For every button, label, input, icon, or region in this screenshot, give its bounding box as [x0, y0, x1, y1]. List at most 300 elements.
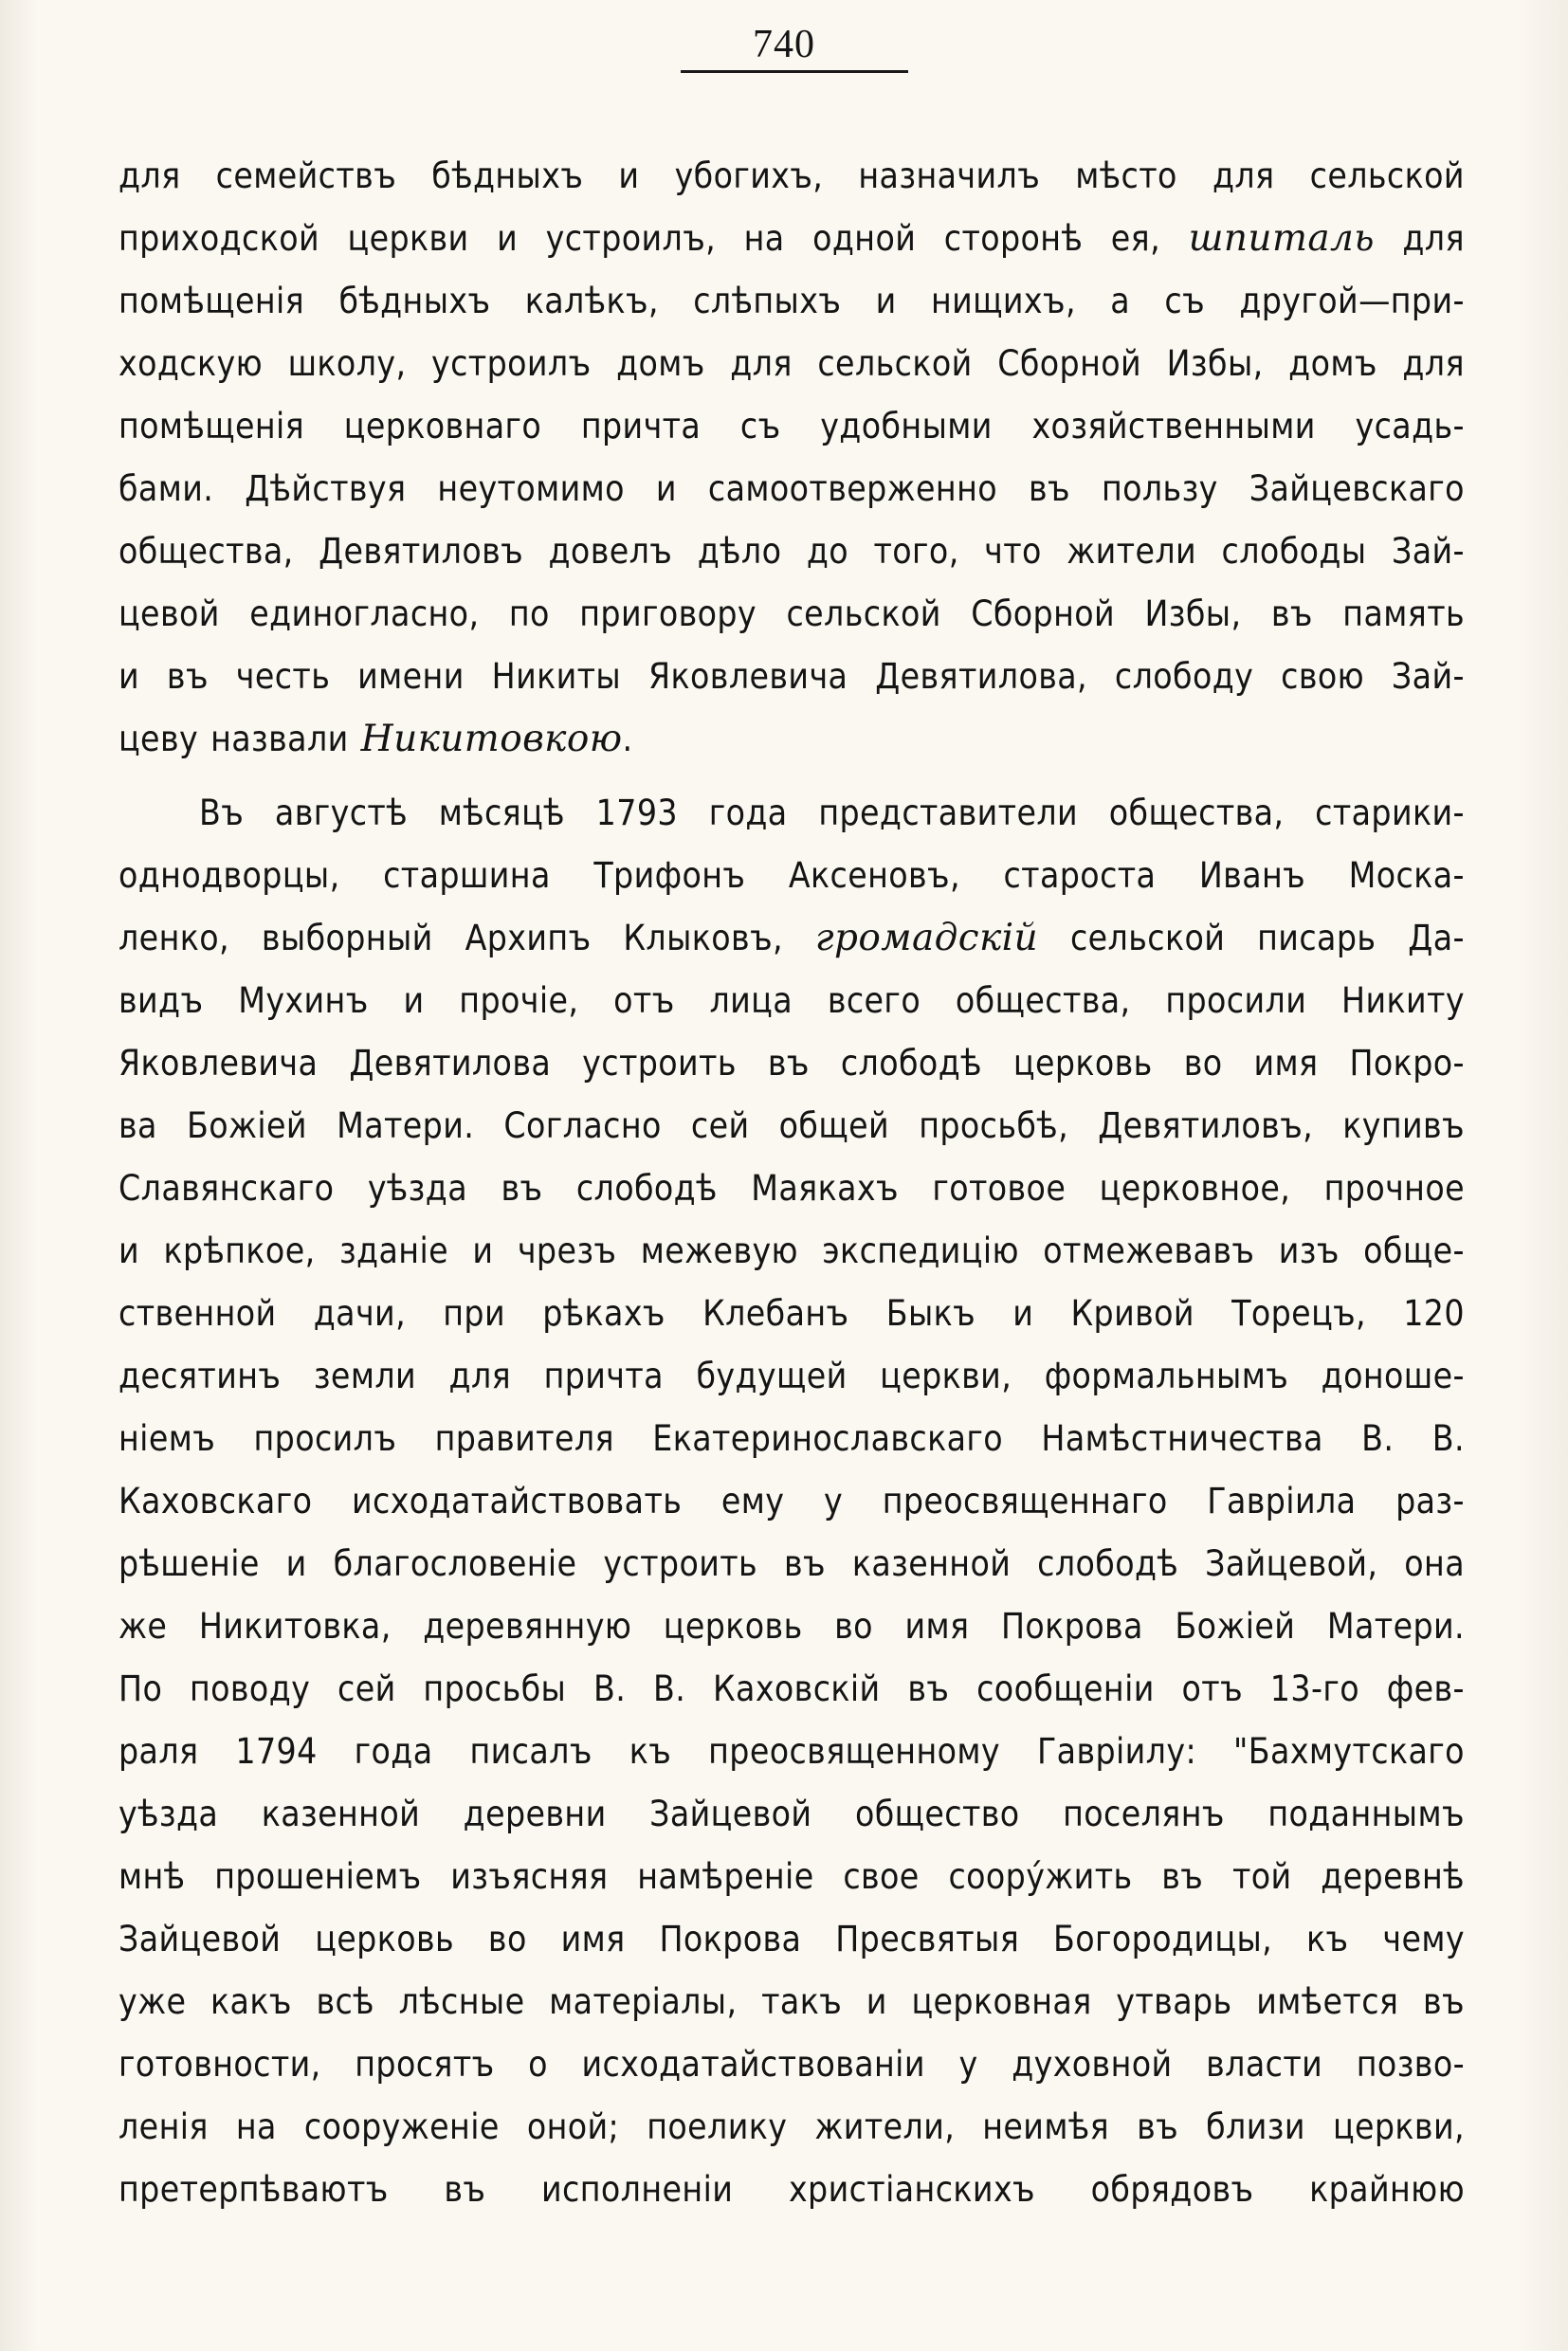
word: поселянъ [1063, 1794, 1225, 1834]
word: въ [767, 1043, 810, 1084]
word: сторонѣ [943, 218, 1084, 259]
text-line [119, 1345, 1465, 1408]
text-line [119, 2096, 1465, 2159]
word: старики- [1315, 793, 1465, 833]
word: Трифонъ [593, 855, 746, 896]
word: жители [1067, 531, 1197, 572]
word: назвали [210, 719, 349, 759]
word: поводу [189, 1668, 311, 1709]
word: преосвященному [708, 1731, 1000, 1772]
word: и [119, 656, 140, 697]
word: и [1012, 1293, 1034, 1334]
word: а [1110, 281, 1131, 321]
word: и [119, 1230, 140, 1271]
word: сельской [817, 343, 973, 384]
word: для [448, 1356, 512, 1396]
word: сооруженіе [303, 2106, 500, 2147]
word: раз- [1395, 1481, 1465, 1522]
word: неимѣя [982, 2106, 1110, 2147]
word: дачи, [313, 1293, 407, 1334]
word: исполненіи [541, 2169, 734, 2210]
word: къ [1306, 1919, 1349, 1959]
word: слободѣ [840, 1043, 982, 1084]
text-line [119, 1783, 1465, 1846]
word: просилъ [253, 1418, 397, 1459]
word: въ [444, 2169, 486, 2210]
word: писарь [1257, 918, 1377, 958]
word: благословеніе [333, 1543, 577, 1584]
word: всѣ [316, 1981, 374, 2022]
text-line [119, 583, 1465, 646]
word: обще- [1363, 1230, 1465, 1271]
word: Клыковъ, [623, 918, 783, 958]
word: церкви [347, 218, 469, 259]
word: ленко, [119, 918, 229, 958]
word: Быкъ [885, 1293, 976, 1334]
word: казенной [261, 1794, 421, 1834]
word: устроить [603, 1543, 758, 1584]
word: экспедицію [822, 1230, 1019, 1271]
word: помѣщенія [119, 281, 305, 321]
word: слободѣ [575, 1168, 718, 1209]
text-line [119, 708, 1465, 771]
word: жители, [814, 2106, 956, 2147]
italic-word: шпиталь [1188, 217, 1375, 260]
word: сей [337, 1668, 396, 1709]
word: ніемъ [119, 1418, 216, 1459]
word: домъ [1288, 343, 1377, 384]
word: у [823, 1481, 844, 1522]
word: прочіе, [459, 980, 579, 1021]
word: церковь [663, 1606, 803, 1647]
word: просятъ [355, 2044, 495, 2085]
word: представители [818, 793, 1079, 833]
word: власти [1206, 2044, 1323, 2085]
word: Покро- [1349, 1043, 1465, 1084]
word: Девятиловъ, [1098, 1105, 1314, 1146]
word: ему [720, 1481, 785, 1522]
text-line [119, 270, 1465, 333]
word: въ [1029, 468, 1070, 509]
word: отмежевавъ [1043, 1230, 1255, 1271]
word: что [984, 531, 1042, 572]
word: рѣшеніе [119, 1543, 260, 1584]
word: матеріалы, [549, 1981, 738, 2022]
word: 13-го [1269, 1668, 1360, 1709]
word: фев- [1386, 1668, 1465, 1709]
word: имя [560, 1919, 626, 1959]
text-line [119, 1721, 1465, 1783]
word: Зайцевой, [1205, 1543, 1378, 1584]
word: Иванъ [1198, 855, 1306, 896]
text-line [119, 1658, 1465, 1721]
word: ея, [1110, 218, 1161, 259]
word: мѣсяцѣ [438, 793, 565, 833]
word: и [866, 1981, 887, 2022]
word: Маякахъ [751, 1168, 899, 1209]
word: готовности, [119, 2044, 321, 2085]
word: писалъ [469, 1731, 593, 1772]
word: деревянную [423, 1606, 632, 1647]
word: церковнаго [343, 406, 542, 447]
word: В. [593, 1668, 627, 1709]
text-line [119, 1908, 1465, 1971]
word: во [1183, 1043, 1223, 1084]
word: имя [1253, 1043, 1319, 1084]
text-line [119, 1283, 1465, 1345]
word: семействъ [215, 155, 397, 196]
word: Архипъ [465, 918, 592, 958]
word: Никиту [1341, 980, 1465, 1021]
word: приходской [119, 218, 319, 259]
word: отъ [613, 980, 675, 1021]
body-text [119, 145, 1465, 2221]
word: уѣзда [367, 1168, 468, 1209]
word: староста [1003, 855, 1157, 896]
text-line [119, 1157, 1465, 1220]
word: готовое [932, 1168, 1067, 1209]
word: соорýжить [948, 1856, 1133, 1897]
word: такъ [761, 1981, 843, 2022]
word: раля [119, 1731, 199, 1772]
text-line [119, 333, 1465, 395]
word: бѣдныхъ [338, 281, 491, 321]
word: во [834, 1606, 873, 1647]
word: и [285, 1543, 307, 1584]
word: калѣкъ, [524, 281, 659, 321]
word: церковная [911, 1981, 1092, 2022]
word: сельской [1069, 918, 1226, 958]
word: доноше- [1321, 1356, 1465, 1396]
word: цевой [119, 593, 220, 634]
word: ленія [119, 2106, 209, 2147]
word: отъ [1181, 1668, 1244, 1709]
word: деревнѣ [1321, 1856, 1465, 1897]
word: церковь [1012, 1043, 1153, 1084]
word: Избы, [1144, 593, 1242, 634]
word: духовной [1012, 2044, 1173, 2085]
word: съ [1164, 281, 1206, 321]
word: преосвященнаго [882, 1481, 1168, 1522]
word: честь [235, 656, 331, 697]
word: В. [1431, 1418, 1465, 1459]
word: По [119, 1668, 163, 1709]
word: Въ [199, 793, 245, 833]
word: формальнымъ [1044, 1356, 1289, 1396]
text-line [119, 1408, 1465, 1470]
word: того, [873, 531, 959, 572]
word: купивъ [1342, 1105, 1465, 1146]
word: другой—при- [1239, 281, 1465, 321]
word: до [806, 531, 849, 572]
word: въ [783, 1543, 826, 1584]
word: сельской [1309, 155, 1465, 196]
word: В. [653, 1668, 686, 1709]
word: одной [812, 218, 917, 259]
word: претерпѣваютъ [119, 2169, 389, 2210]
word: мнѣ [119, 1856, 186, 1897]
word: неутомимо [437, 468, 625, 509]
word: устроить [582, 1043, 737, 1084]
word: поданнымъ [1267, 1794, 1465, 1834]
word: уѣзда [119, 1794, 219, 1834]
word: слободѣ [1037, 1543, 1179, 1584]
word: къ [629, 1731, 672, 1772]
text-line [119, 1220, 1465, 1283]
word: удобными [820, 406, 993, 447]
word: въ [501, 1168, 543, 1209]
word: для [1402, 343, 1465, 384]
word: изъ [1278, 1230, 1340, 1271]
word: Покрова [659, 1919, 802, 1959]
word: ва [119, 1105, 157, 1146]
italic-word: Никитовкою [360, 718, 623, 760]
word: во [487, 1919, 527, 1959]
word: деревни [463, 1794, 607, 1834]
word: Дѣйствуя [245, 468, 407, 509]
word: общество [854, 1794, 1020, 1834]
word: Сборной [971, 593, 1116, 634]
word: школу, [287, 343, 407, 384]
word: при [443, 1293, 505, 1334]
text-line [119, 1595, 1465, 1658]
word: назначилъ [858, 155, 1041, 196]
page-number: 740 [753, 23, 815, 66]
text-line [119, 1846, 1465, 1908]
word: Избы, [1166, 343, 1264, 384]
word: Клебанъ [702, 1293, 849, 1334]
text-line [119, 1470, 1465, 1533]
word: и [618, 155, 640, 196]
word: общей [778, 1105, 890, 1146]
word: В. [1361, 1418, 1395, 1459]
word: у [958, 2044, 978, 2085]
word: рѣкахъ [542, 1293, 665, 1334]
word: ственной [119, 1293, 277, 1334]
word: Зайцевой [119, 1919, 282, 1959]
word: общества, [955, 980, 1131, 1021]
word: земли [313, 1356, 417, 1396]
word: видъ [119, 980, 204, 1021]
word: слѣпыхъ [693, 281, 842, 321]
word: Девятилова, [875, 656, 1087, 697]
text-line [119, 2159, 1465, 2221]
word: для [1212, 155, 1275, 196]
text-line [119, 1533, 1465, 1595]
paragraph [119, 782, 1465, 2221]
word: прошеніемъ [214, 1856, 422, 1897]
word: оной; [526, 2106, 620, 2147]
word: Согласно [503, 1105, 662, 1146]
text-line [119, 782, 1465, 845]
word: Яковлевича [119, 1043, 319, 1084]
word: свое [843, 1856, 920, 1897]
word: на [235, 2106, 277, 2147]
word: Покрова [1000, 1606, 1143, 1647]
word: помѣщенія [119, 406, 305, 447]
word: единогласно, [249, 593, 480, 634]
word: по [508, 593, 550, 634]
word: и [472, 1230, 494, 1271]
word: въ [1161, 1856, 1204, 1897]
word: слободу [1114, 656, 1254, 697]
word: Матери. [1326, 1606, 1465, 1647]
word: Гавріилу: [1036, 1731, 1197, 1772]
word: мѣсто [1075, 155, 1177, 196]
italic-word: громадскій [814, 917, 1039, 959]
word: въ [1137, 2106, 1179, 2147]
word: христіанскихъ [788, 2169, 1035, 2210]
word: хозяйственными [1031, 406, 1316, 447]
word: нищихъ, [930, 281, 1076, 321]
word: Кривой [1070, 1293, 1194, 1334]
word: Аксеновъ, [788, 855, 960, 896]
word: для [1402, 218, 1465, 259]
word: года [708, 793, 788, 833]
text-line [119, 1971, 1465, 2033]
word: для [119, 155, 181, 196]
word: прочное [1323, 1168, 1465, 1209]
word: въ [907, 1668, 950, 1709]
word: Девятилова [349, 1043, 552, 1084]
word: она [1404, 1543, 1465, 1584]
word: усадь- [1355, 406, 1465, 447]
word: Пресвятыя [835, 1919, 1020, 1959]
word: просьбѣ, [919, 1105, 1069, 1146]
word: Славянскаго [119, 1168, 335, 1209]
word: Зайцевой [649, 1794, 812, 1834]
word: августѣ [274, 793, 408, 833]
word: "Бахмутскаго [1233, 1731, 1465, 1772]
text-line [119, 395, 1465, 458]
word: Девятиловъ [319, 531, 524, 572]
word: устроилъ, [545, 218, 717, 259]
word: будущей [696, 1356, 848, 1396]
word: же [119, 1606, 168, 1647]
word: ходскую [119, 343, 263, 384]
word: утварь [1116, 1981, 1232, 2022]
word: и [497, 218, 519, 259]
word: въ [166, 656, 209, 697]
paragraph-gap [119, 771, 1465, 782]
word: общества, [1108, 793, 1285, 833]
text-line [119, 845, 1465, 907]
word: церкви, [1332, 2106, 1465, 2147]
word: десятинъ [119, 1356, 282, 1396]
word: приговору [579, 593, 757, 634]
word: казенной [851, 1543, 1012, 1584]
text-line [119, 907, 1465, 970]
word: память [1342, 593, 1465, 634]
word: какъ [210, 1981, 292, 2022]
word: исходатайствованіи [581, 2044, 925, 2085]
word: той [1231, 1856, 1292, 1897]
word: довелъ [548, 531, 673, 572]
word: Божіей [186, 1105, 307, 1146]
word: Сборной [997, 343, 1142, 384]
word: Намѣстничества [1041, 1418, 1323, 1459]
word: крайнюю [1309, 2169, 1465, 2210]
word: Яковлевича [648, 656, 848, 697]
word: изъясняя [450, 1856, 609, 1897]
text-line [119, 1095, 1465, 1157]
word: въ [1270, 593, 1313, 634]
word: 120 [1403, 1293, 1465, 1334]
word: старшина [383, 855, 551, 896]
word: Богородицы, [1053, 1919, 1273, 1959]
word: имя [904, 1606, 970, 1647]
word: правителя [434, 1418, 614, 1459]
word: причта [543, 1356, 664, 1396]
word: Моска- [1348, 855, 1465, 896]
word: и [875, 281, 897, 321]
word: имени [357, 656, 465, 697]
word: въ [1422, 1981, 1465, 2022]
word: Да- [1408, 918, 1465, 958]
word: крѣпкое, [163, 1230, 316, 1271]
word: уже [119, 1981, 187, 2022]
word: Каховскаго [119, 1481, 313, 1522]
text-line [119, 646, 1465, 708]
word: сообщеніи [976, 1668, 1155, 1709]
word: церковное, [1099, 1168, 1291, 1209]
word: поелику [647, 2106, 788, 2147]
paragraph [119, 145, 1465, 771]
word: Гавріила [1207, 1481, 1357, 1522]
word: Мухинъ [238, 980, 369, 1021]
word: о [528, 2044, 548, 2085]
text-line [119, 145, 1465, 208]
word: цеву [119, 719, 199, 759]
word: Никитовка, [198, 1606, 392, 1647]
text-line [119, 970, 1465, 1032]
word: лѣсные [398, 1981, 525, 2022]
word: для [730, 343, 793, 384]
word: Екатеринославскаго [652, 1418, 1004, 1459]
word: на [743, 218, 785, 259]
word: зданіе [338, 1230, 448, 1271]
word: близи [1206, 2106, 1305, 2147]
word: Никиты [491, 656, 622, 697]
word: исходатайствовать [351, 1481, 683, 1522]
text-line [119, 208, 1465, 270]
word: имѣется [1256, 1981, 1399, 2022]
word: свою [1281, 656, 1365, 697]
word: и [403, 980, 425, 1021]
word: бами. [119, 468, 214, 509]
word: пользу [1101, 468, 1218, 509]
word: общества, [119, 531, 294, 572]
word: Торецъ, [1231, 1293, 1367, 1334]
word: . [622, 719, 633, 759]
word: и [655, 468, 677, 509]
word: сей [690, 1105, 750, 1146]
word: межевую [640, 1230, 798, 1271]
text-line [119, 458, 1465, 520]
word: позво- [1356, 2044, 1465, 2085]
word: чрезъ [517, 1230, 617, 1271]
word: лица [709, 980, 793, 1021]
word: убогихъ, [674, 155, 824, 196]
word: сельской [786, 593, 941, 634]
word: Каховскій [713, 1668, 881, 1709]
word: церкви, [880, 1356, 1012, 1396]
word: устроилъ [431, 343, 592, 384]
word: Божіей [1175, 1606, 1296, 1647]
word: Матери. [337, 1105, 475, 1146]
word: просьбы [423, 1668, 567, 1709]
word: слободы [1221, 531, 1367, 572]
